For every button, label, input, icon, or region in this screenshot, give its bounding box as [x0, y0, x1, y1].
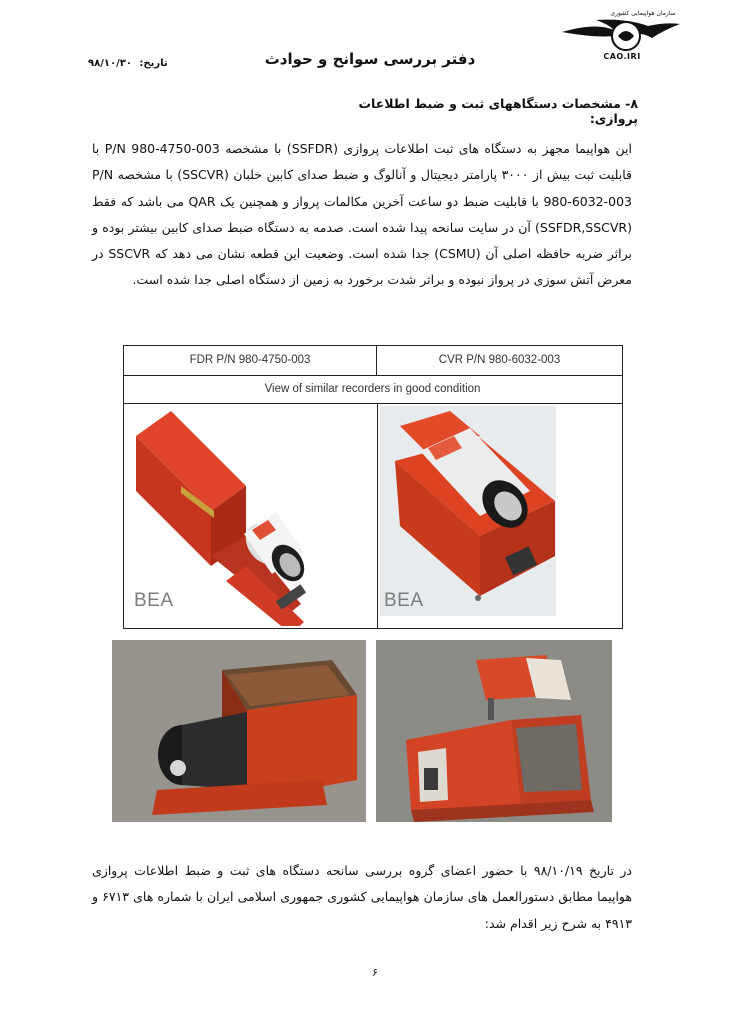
fdr-wreckage-photo — [112, 640, 366, 822]
table-caption: View of similar recorders in good condition — [264, 383, 481, 395]
fdr-wreckage-illustration — [112, 640, 366, 822]
section-paragraph: این هواپیما مجهز به دستگاه های ثبت اطلاعات پروازی (SSFDR) با مشخصه P/N 980-4750-003 با قابلیت ثبت بیش از ۳۰۰۰ پارامتر دیجیتال و آنالوگ و ضبط صدای کابین خلبان (SSCVR) با مشخصه P/N 980-6032-003 با قابلیت ضبط دو ساعت آخرین مکالمات پرواز و همچنین یک QAR می باشد که فقط (SSFDR,SSCVR) آن در سایت سانحه پیدا شده است. صدمه به دستگاه ضبط صدای کابین بیشتر بوده و براثر ضربه حافظه اصلی آن (CSMU) جدا شده است. وضعیت این قطعه نشان می دهد که SSCVR در معرض آتش سوزی در پرواز نبوده و براثر شدت برخورد به زمین از دستگاه اصلی جدا شده است. — [92, 141, 633, 288]
cvr-wreckage-illustration — [376, 640, 612, 822]
document-title: دفتر بررسی سوانح و حوادث — [264, 50, 476, 68]
logo-caption: CAO.IRI — [603, 52, 641, 61]
cvr-good-photo — [380, 406, 556, 616]
date-label: تاریخ: — [139, 58, 168, 69]
page-number: ۶ — [372, 966, 378, 979]
document-date — [88, 58, 178, 69]
logo-persian-text: سازمان هواپیمایی کشوری — [610, 10, 676, 17]
fdr-good-photo — [126, 406, 374, 626]
cvr-wreckage-photo — [376, 640, 612, 822]
cvr-recorder-illustration — [380, 406, 556, 616]
table-divider — [377, 403, 378, 628]
section-heading: ۸- مشخصات دستگاههای ثبت و ضبط اطلاعات پروازی: — [358, 96, 638, 126]
cvr-header: CVR P/N 980-6032-003 — [438, 354, 561, 366]
bea-watermark: BEA — [134, 590, 174, 611]
fdr-header: FDR P/N 980-4750-003 — [124, 346, 377, 375]
recorders-table — [123, 345, 623, 629]
bea-watermark: BEA — [384, 590, 424, 611]
closing-paragraph: در تاریخ ۹۸/۱۰/۱۹ با حضور اعضای گروه بررسی سانحه دستگاه های ثبت و ضبط اطلاعات پروازی هواپیما مطابق دستورالعمل های سازمان هواپیمایی کشوری جمهوری اسلامی ایران با شماره های ۶۷۱۳ و ۴۹۱۳ به شرح زیر اقدام شد: — [92, 863, 633, 931]
date-value: ۹۸/۱۰/۳۰ — [88, 58, 132, 69]
table-divider — [124, 403, 622, 404]
